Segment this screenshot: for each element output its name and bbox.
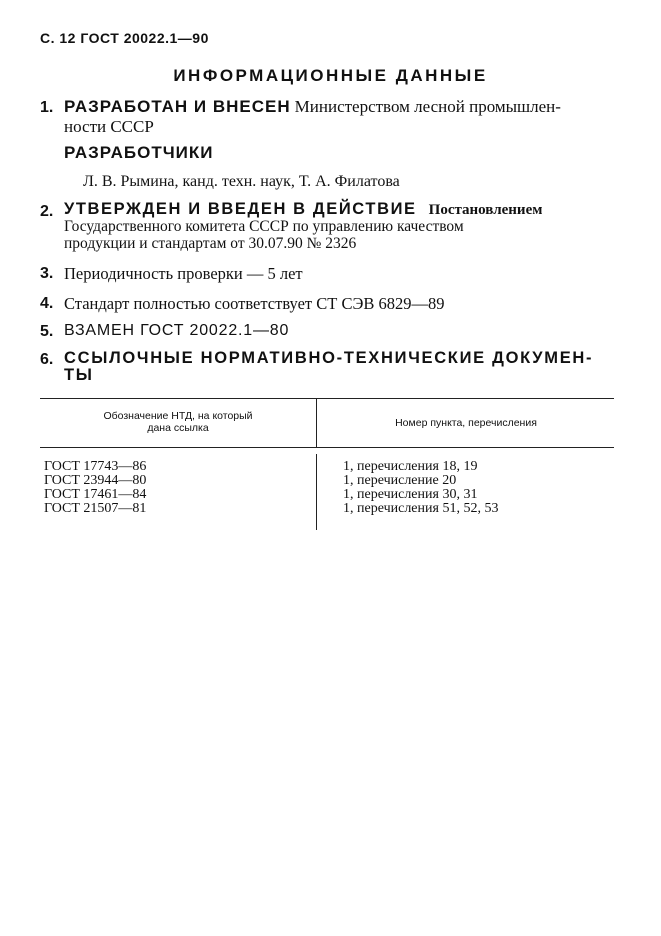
item-3-text: Периодичность проверки — 5 лет — [64, 264, 303, 283]
table-row-2-ref: 1, перечисление 20 — [343, 473, 457, 488]
item-1-heading: РАЗРАБОТАН И ВНЕСЕН — [64, 97, 291, 116]
developers-heading: РАЗРАБОТЧИКИ — [64, 143, 214, 162]
item-6-heading-cont: ТЫ — [64, 366, 94, 384]
item-2-text-line2: Государственного комитета СССР по управлению качеством — [64, 218, 464, 235]
table-row-3-ref: 1, перечисления 30, 31 — [343, 487, 478, 502]
table-row-3-doc: ГОСТ 17461—84 — [44, 487, 147, 502]
item-2 — [64, 200, 542, 219]
item-4-number: 4. — [40, 295, 54, 312]
table-body-divider — [316, 454, 317, 530]
item-2-number: 2. — [40, 203, 54, 220]
table-row-2-doc: ГОСТ 23944—80 — [44, 473, 147, 488]
item-2-heading: УТВЕРЖДЕН И ВВЕДЕН В ДЕЙСТВИЕ — [64, 200, 417, 218]
developers-names: Л. В. Рымина, канд. техн. наук, Т. А. Филатова — [83, 173, 400, 190]
item-2-text: Постановлением — [428, 202, 543, 218]
table-col2-header: Номер пункта, перечисления — [395, 417, 537, 429]
item-3-number: 3. — [40, 265, 54, 282]
table-col1-header-line1: Обозначение НТД, на который — [103, 410, 253, 422]
table-header-divider — [316, 398, 317, 448]
table-row-4-doc: ГОСТ 21507—81 — [44, 501, 147, 516]
item-1-number: 1. — [40, 99, 54, 116]
table-col1-header — [40, 410, 316, 434]
table-header-rule — [40, 447, 614, 448]
item-4-text: Стандарт полностью соответствует СТ СЭВ 6829—89 — [64, 294, 445, 313]
item-6-heading: ССЫЛОЧНЫЕ НОРМАТИВНО-ТЕХНИЧЕСКИЕ ДОКУМЕН- — [64, 349, 594, 367]
item-1-text: Министерством лесной промышлен- — [294, 97, 561, 116]
item-6-number: 6. — [40, 351, 54, 368]
item-5-number: 5. — [40, 323, 54, 340]
item-1 — [64, 97, 561, 117]
table-top-rule — [40, 398, 614, 399]
page-title: ИНФОРМАЦИОННЫЕ ДАННЫЕ — [173, 66, 488, 85]
table-col1-header-line2: дана ссылка — [147, 422, 209, 434]
page-header: С. 12 ГОСТ 20022.1—90 — [40, 30, 209, 46]
table-row-4-ref: 1, перечисления 51, 52, 53 — [343, 501, 499, 516]
item-1-text-cont: ности СССР — [64, 117, 154, 136]
table-row-1-ref: 1, перечисления 18, 19 — [343, 459, 478, 474]
item-2-text-line3: продукции и стандартам от 30.07.90 № 2326 — [64, 235, 357, 252]
table-row-1-doc: ГОСТ 17743—86 — [44, 459, 147, 474]
item-5-text: ВЗАМЕН ГОСТ 20022.1—80 — [64, 322, 290, 339]
